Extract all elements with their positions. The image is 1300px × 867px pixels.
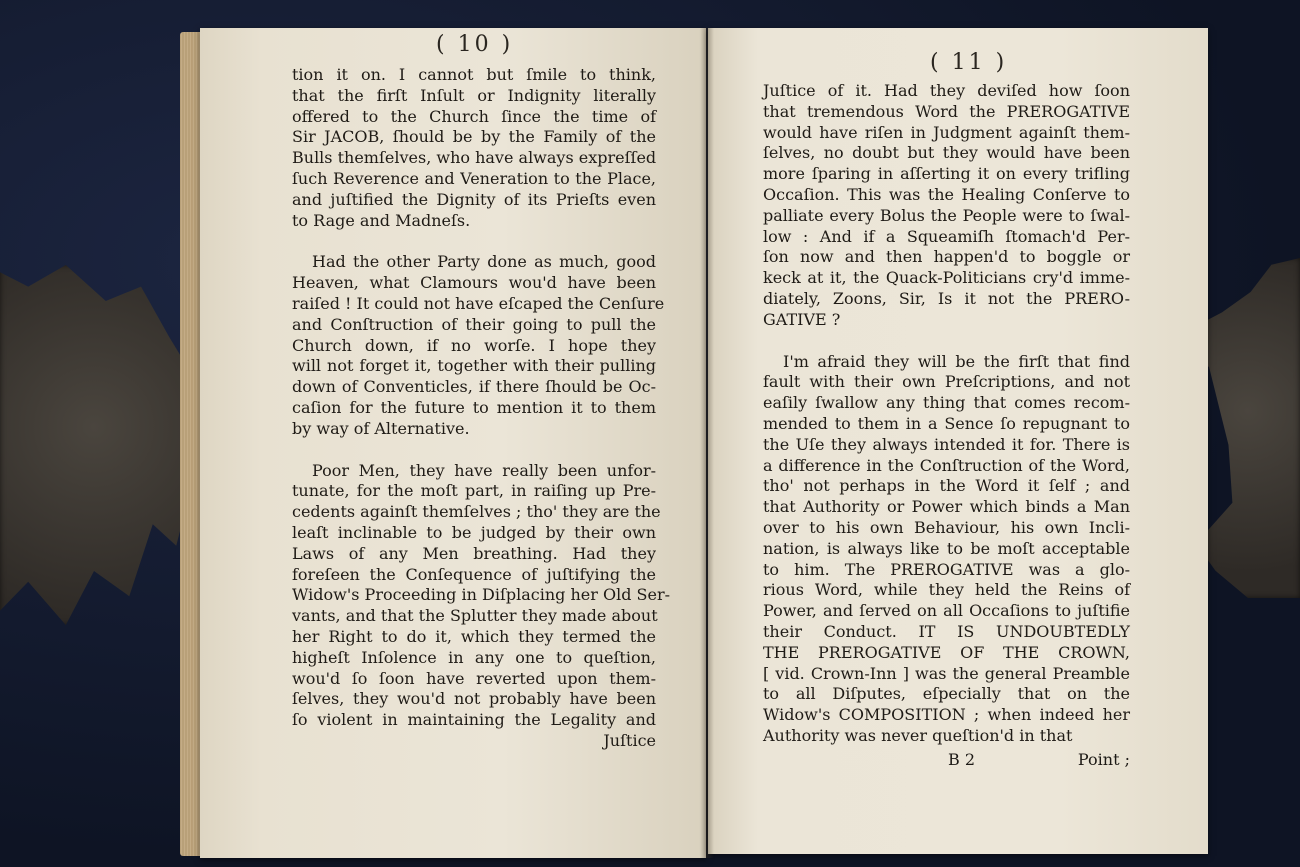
text-line: Authority was never queſtion'd in that [763, 725, 1073, 745]
text-line: tunate, for the moſt part, in raiſing up Pre- [292, 481, 656, 501]
paragraph [292, 252, 665, 439]
left-page-text [292, 65, 671, 752]
text-line: Church down, if no worſe. I hope they [292, 335, 656, 355]
text-line: the Uſe they always intended it for. There is [763, 434, 1130, 454]
text-line: fault with their own Preſcriptions, and not [763, 372, 1130, 392]
text-line: tion it on. I cannot but ſmile to think, [292, 65, 656, 84]
text-line: her Right to do it, which they termed the [292, 626, 656, 646]
right-page-text [763, 81, 1130, 747]
text-line: eaſily ſwallow any thing that comes recom- [763, 393, 1130, 413]
page-footer [948, 750, 1130, 769]
page-number-left: ( 10 ) [436, 32, 514, 57]
text-line: to Rage and Madneſs. [292, 210, 471, 230]
text-line: GATIVE ? [763, 309, 841, 329]
paragraph [292, 65, 656, 231]
paragraph [763, 81, 1130, 331]
text-line: Juſtice of it. Had they deviſed how ſoon [763, 81, 1130, 100]
text-line: Sir JACOB, ſhould be by the Family of the [292, 127, 656, 147]
right-page [708, 28, 1208, 854]
text-line: Widow's COMPOSITION ; when indeed her [763, 705, 1130, 725]
text-line: and Conſtruction of their going to pull the [292, 314, 656, 334]
text-line: leaſt inclinable to be judged by their own [292, 522, 656, 542]
text-line: down of Conventicles, if there ſhould be Oc- [292, 377, 656, 397]
text-line: Poor Men, they have really been unfor- [312, 460, 656, 480]
text-line: Power, and ſerved on all Occaſions to juſtifie [763, 601, 1130, 621]
text-line: ſuch Reverence and Veneration to the Place, [292, 168, 656, 188]
paragraph-gap [763, 331, 1130, 352]
book-gutter [700, 28, 714, 858]
text-line: cedents againſt themſelves ; tho' they are the [292, 502, 661, 522]
text-line: ſelves, they wou'd not probably have been [292, 689, 656, 709]
text-line: keck at it, the Quack-Politicians cry'd imme- [763, 268, 1130, 288]
text-line: more ſparing in aſſerting it on every trifling [763, 164, 1130, 184]
text-line: their Conduct. IT IS UNDOUBTEDLY [763, 621, 1130, 641]
text-line: nation, is always like to be moſt acceptable [763, 538, 1130, 558]
text-line: to all Diſputes, eſpecially that on the [763, 684, 1130, 704]
text-line: that Authority or Power which binds a Man [763, 497, 1130, 517]
text-line: Juſtice [603, 730, 656, 750]
paragraph-gap [292, 231, 656, 252]
paragraph-gap [292, 440, 656, 461]
text-line: Heaven, what Clamours wou'd have been [292, 273, 656, 293]
text-line: higheſt Inſolence in any one to queſtion, [292, 647, 656, 667]
paragraph [292, 460, 671, 752]
signature-mark: B 2 [948, 750, 976, 769]
text-line: raiſed ! It could not have eſcaped the Cenſure [292, 293, 665, 313]
text-line: caſion for the future to mention it to them [292, 397, 656, 417]
page-number-right: ( 11 ) [930, 50, 1008, 75]
text-line: that the firſt Inſult or Indignity literally [292, 85, 656, 105]
text-line: [ vid. Crown-Inn ] was the general Preamble [763, 663, 1130, 683]
text-line: low : And if a Squeamiſh ſtomach'd Per- [763, 226, 1130, 246]
text-line: wou'd ſo ſoon have reverted upon them- [292, 668, 656, 688]
text-line: mended to them in a Sence ſo repugnant to [763, 413, 1130, 433]
text-line: THE PREROGATIVE OF THE CROWN, [763, 642, 1130, 662]
text-line: ſo violent in maintaining the Legality and [292, 710, 656, 730]
text-line: ſelves, no doubt but they would have been [763, 143, 1130, 163]
text-line: would have riſen in Judgment againſt them- [763, 122, 1130, 142]
text-line: offered to the Church ſince the time of [292, 106, 656, 126]
text-line: over to his own Behaviour, his own Incli- [763, 517, 1130, 537]
text-line: foreſeen the Conſequence of juſtifying the [292, 564, 656, 584]
text-line: diately, Zoons, Sir, Is it not the PRERO- [763, 288, 1130, 308]
text-line: Occaſion. This was the Healing Conſerve to [763, 184, 1130, 204]
text-line: Laws of any Men breathing. Had they [292, 543, 656, 563]
text-line: that tremendous Word the PREROGATIVE [763, 101, 1130, 121]
paragraph [763, 352, 1130, 747]
text-line: to him. The PREROGATIVE was a glo- [763, 559, 1130, 579]
text-line: vants, and that the Splutter they made about [292, 606, 658, 626]
text-line: by way of Alternative. [292, 418, 470, 438]
text-line: and juſtified the Dignity of its Prieſts even [292, 189, 656, 209]
text-line: rious Word, while they held the Reins of [763, 580, 1130, 600]
text-line: I'm afraid they will be the firſt that find [783, 351, 1130, 371]
text-line: will not forget it, together with their pulling [292, 356, 656, 376]
catchword: Point ; [1077, 750, 1130, 769]
text-line: Widow's Proceeding in Diſplacing her Old Ser- [292, 585, 671, 605]
text-line: palliate every Bolus the People were to ſwal- [763, 205, 1130, 225]
text-line: Had the other Party done as much, good [312, 252, 656, 272]
text-line: a difference in the Conſtruction of the Word, [763, 455, 1130, 475]
left-page [200, 28, 706, 858]
text-line: Bulls themſelves, who have always expreſſed [292, 148, 657, 168]
text-line: ſon now and then happen'd to boggle or [763, 247, 1130, 267]
text-line: tho' not perhaps in the Word it ſelf ; and [763, 476, 1130, 496]
